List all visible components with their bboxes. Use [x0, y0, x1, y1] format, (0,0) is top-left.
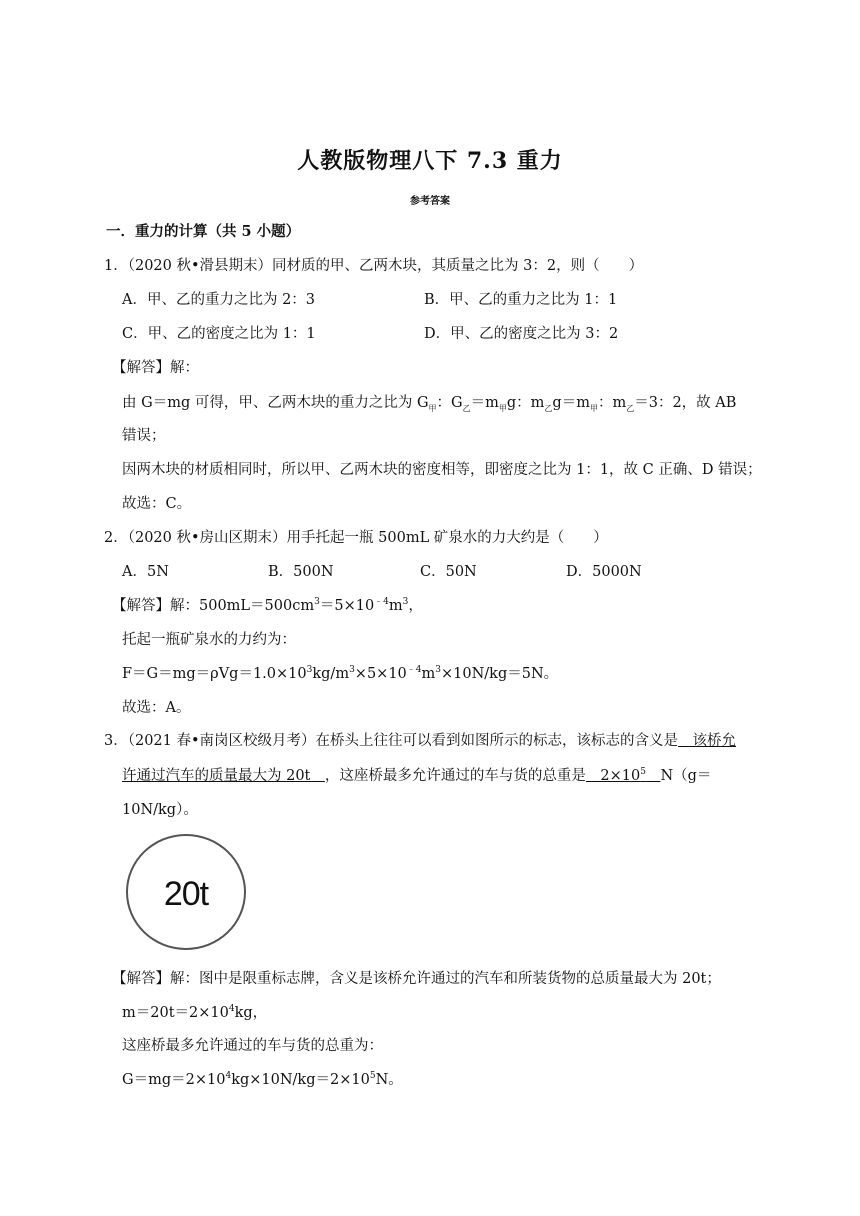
document-title: 人教版物理八下 7.3 重力	[297, 148, 563, 174]
q1-solution-line-3: 因两木块的材质相同时，所以甲、乙两木块的密度相等，即密度之比为 1：1，故 C 正确、D 错误；	[122, 462, 762, 478]
q2-answer-line-1: 【解答】解：$500mL=500cm^3=5\times 10^{﹣4}m^3$，	[112, 597, 423, 614]
q3-solution-line-4: $G=mg=2\times 10^4kg\times 10N/kg=2\times 10^5N$。	[122, 1071, 403, 1088]
q1-option-c: C．甲、乙的密度之比为 1：1	[122, 326, 316, 342]
q1-stem: 1．（2020 秋•滑县期末）同材质的甲、乙两木块，其质量之比为 3：2，则（ ）	[104, 258, 644, 274]
q2-choice: 故选：A。	[122, 700, 191, 716]
q2-option-b: B．500N	[268, 564, 334, 580]
q2-stem: 2．（2020 秋•房山区期末）用手托起一瓶 500mL 矿泉水的力大约是（ ）	[104, 530, 608, 546]
q1-solution-line-1: 由 G＝mg 可得，甲、乙两木块的重力之比为 $G_甲$：$G_乙=m_甲g$：$m_乙g=m_甲$：$m_乙=3$：2，故 AB	[122, 395, 737, 413]
q1-option-d: D．甲、乙的密度之比为 3：2	[424, 326, 619, 342]
q3-solution-line-2: $m=20t=2\times 10^4kg$，	[122, 1004, 268, 1021]
q3-blank-2: $2\times 10^5$	[585, 767, 646, 784]
q3-stem-line-2: 许通过汽车的质量最大为 20t ，这座桥最多允许通过的车与货的总重是 $2\times 10^5$ N（g＝	[122, 767, 712, 784]
q2-solution-line-2: 托起一瓶矿泉水的力约为：	[122, 632, 296, 648]
section-heading: 一．重力的计算（共 5 小题）	[106, 223, 301, 240]
q2-option-a: A．5N	[122, 564, 169, 580]
q3-stem-line-3: 10N/kg）。	[122, 802, 198, 818]
q2-solution-line-3: $F=G=mg=\rho Vg=1.0\times 10^3kg/m^3\times 5\times 10^{﹣4}m^3\times 10N/kg=5N$。	[122, 665, 559, 682]
weight-limit-sign	[126, 834, 246, 950]
q3-blank-1: 该桥允	[678, 733, 737, 749]
document-subtitle: 参考答案	[410, 196, 450, 207]
q3-answer-line-1: 【解答】解：图中是限重标志牌，含义是该桥允许通过的汽车和所装货物的总质量最大为 20t；	[112, 971, 721, 987]
q1-choice: 故选：C。	[122, 496, 192, 512]
q3-stem-line-1: 3．（2021 春•南岗区校级月考）在桥头上往往可以看到如图所示的标志，该标志的含义是 该桥允	[104, 733, 737, 749]
q1-option-b: B．甲、乙的重力之比为 1：1	[424, 292, 618, 308]
q2-option-c: C．50N	[420, 564, 477, 580]
weight-limit-sign-text: 20t	[163, 874, 209, 913]
q3-blank-1-cont: 许通过汽车的质量最大为 20t	[122, 768, 325, 784]
q2-option-d: D．5000N	[566, 564, 642, 580]
q3-solution-line-3: 这座桥最多允许通过的车与货的总重为：	[122, 1038, 383, 1054]
q1-solution-line-2: 错误；	[122, 428, 166, 444]
q1-option-a: A．甲、乙的重力之比为 2：3	[122, 292, 316, 308]
q1-answer-label: 【解答】解：	[112, 360, 199, 376]
